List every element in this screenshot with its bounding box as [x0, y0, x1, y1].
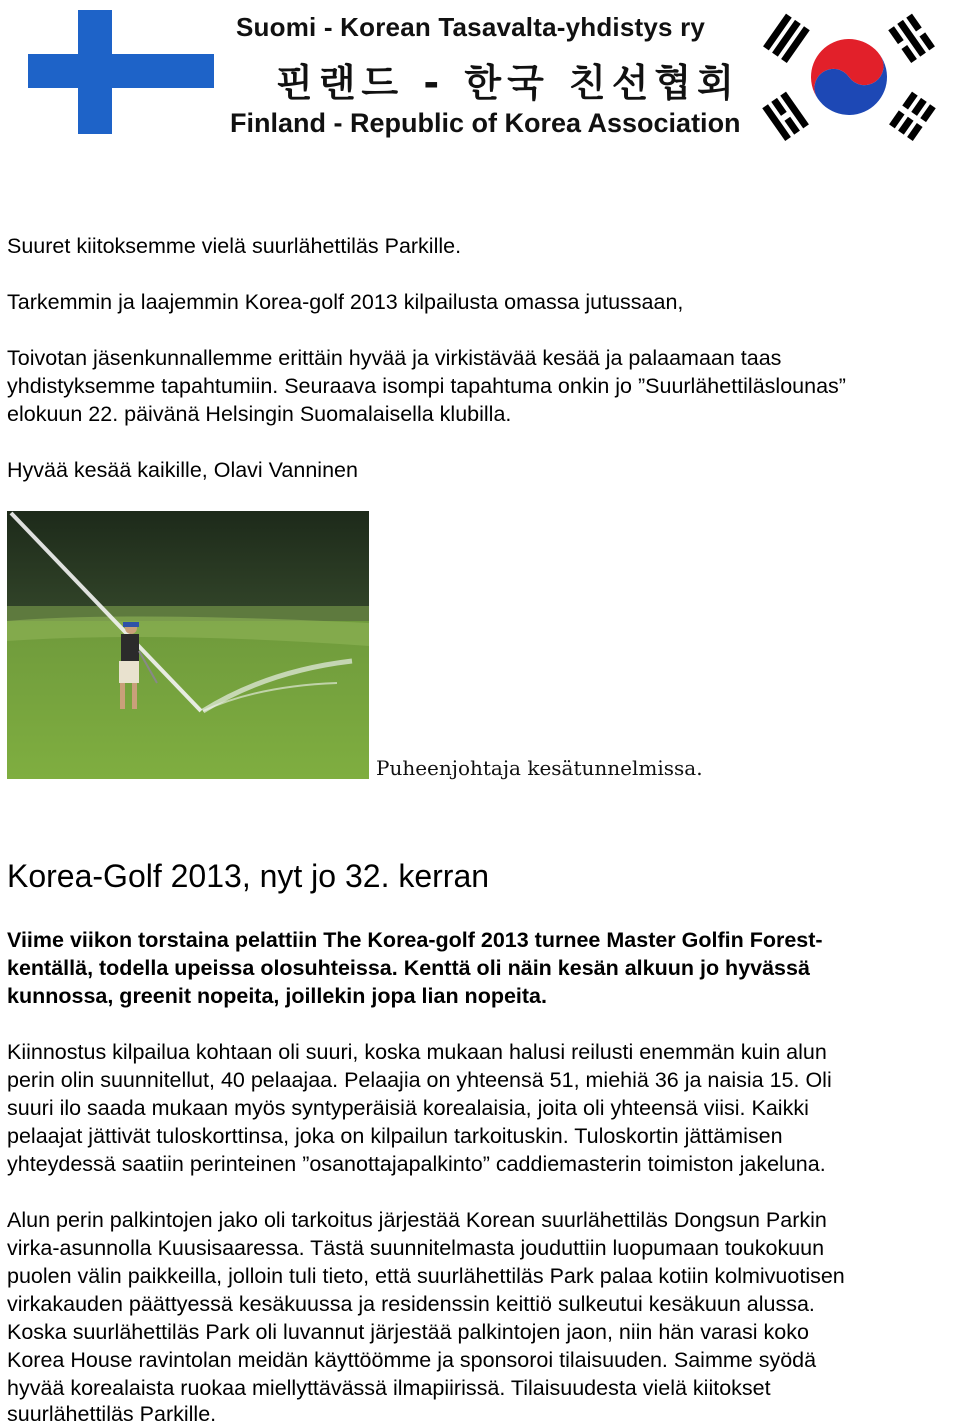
article-body-line: Kiinnostus kilpailua kohtaan oli suuri, koska mukaan halusi reilusti enemmän kuin alun — [7, 1040, 827, 1064]
article-body-line: Korea House ravintolan meidän käyttöömme ja sponsoroi tilaisuuden. Saimme syödä — [7, 1348, 817, 1372]
article-body-line: perin olin suunnitellut, 40 pelaajaa. Pelaajia on yhteensä 51, miehiä 36 ja naisia 15. Oli — [7, 1068, 832, 1092]
summer-greeting-line: Toivotan jäsenkunnallemme erittäin hyvää ja virkistävää kesää ja palaamaan taas — [7, 346, 782, 370]
summer-greeting-line: yhdistyksemme tapahtumiin. Seuraava isompi tapahtuma onkin jo ”Suurlähettiläslounas” — [7, 374, 846, 398]
article-body-line: virka-asunnolla Kuusisaaressa. Tästä suunnitelmasta jouduttiin luopumaan toukokuun — [7, 1236, 825, 1260]
article-body-line: suurlähettiläs Parkille. — [7, 1402, 217, 1426]
article-body-line: Alun perin palkintojen jako oli tarkoitus järjestää Korean suurlähettiläs Dongsun Parkin — [7, 1208, 827, 1232]
article-body-line: suuri ilo saada mukaan myös syntyperäisiä korealaisia, joita oli yhteensä viisi. Kaikki — [7, 1096, 809, 1120]
article-lead-line: kunnossa, greenit nopeita, joillekin jopa lian nopeita. — [7, 984, 547, 1008]
association-header — [0, 0, 960, 160]
korea-flag-icon — [758, 6, 940, 148]
article-body-line: Koska suurlähettiläs Park oli luvannut järjestää palkintojen jaon, niin hän varasi koko — [7, 1320, 809, 1344]
thanks-paragraph: Suuret kiitoksemme vielä suurlähettiläs Parkille. — [7, 234, 462, 258]
finland-flag-icon — [28, 10, 214, 134]
more-info-paragraph: Tarkemmin ja laajemmin Korea-golf 2013 kilpailusta omassa jutussaan, — [7, 290, 684, 314]
article-lead-line: Viime viikon torstaina pelattiin The Korea-golf 2013 turnee Master Golfin Forest- — [7, 928, 823, 952]
header-title-finnish: Suomi - Korean Tasavalta-yhdistys ry — [236, 12, 706, 42]
summer-greeting-line: elokuun 22. päivänä Helsingin Suomalaisella klubilla. — [7, 402, 512, 426]
article-body-line: hyvää korealaista ruokaa miellyttävässä ilmapiirissä. Tilaisuudesta vielä kiitokset — [7, 1376, 771, 1400]
photo-caption: Puheenjohtaja kesätunnelmissa. — [376, 756, 703, 780]
article-body-line: puolen välin paikkeilla, jolloin tuli tieto, että suurlähettiläs Park palaa kotiin kolmivuotisen — [7, 1264, 845, 1288]
article-body-line: virkakauden päättyessä kesäkuussa ja residenssin keittiö sulkeutui kesäkuun alussa. — [7, 1292, 815, 1316]
article-heading: Korea-Golf 2013, nyt jo 32. kerran — [7, 858, 490, 894]
signature-line: Hyvää kesää kaikille, Olavi Vanninen — [7, 458, 358, 482]
article-body-line: yhteydessä saatiin perinteinen ”osanottajapalkinto” caddiemasterin toimiston jakeluna. — [7, 1152, 826, 1176]
header-title-korean: 핀랜드 - 한국 친선협회 — [276, 61, 740, 105]
article-lead-line: kentällä, todella upeissa olosuhteissa. Kenttä oli näin kesän alkuun jo hyvässä — [7, 956, 810, 980]
article-body-line: pelaajat jättivät tuloskorttinsa, joka on kilpailun tarkoituskin. Tuloskortin jättämisen — [7, 1124, 783, 1148]
golf-sprinkler-photo — [7, 511, 369, 779]
header-title-english: Finland - Republic of Korea Association — [230, 108, 741, 138]
